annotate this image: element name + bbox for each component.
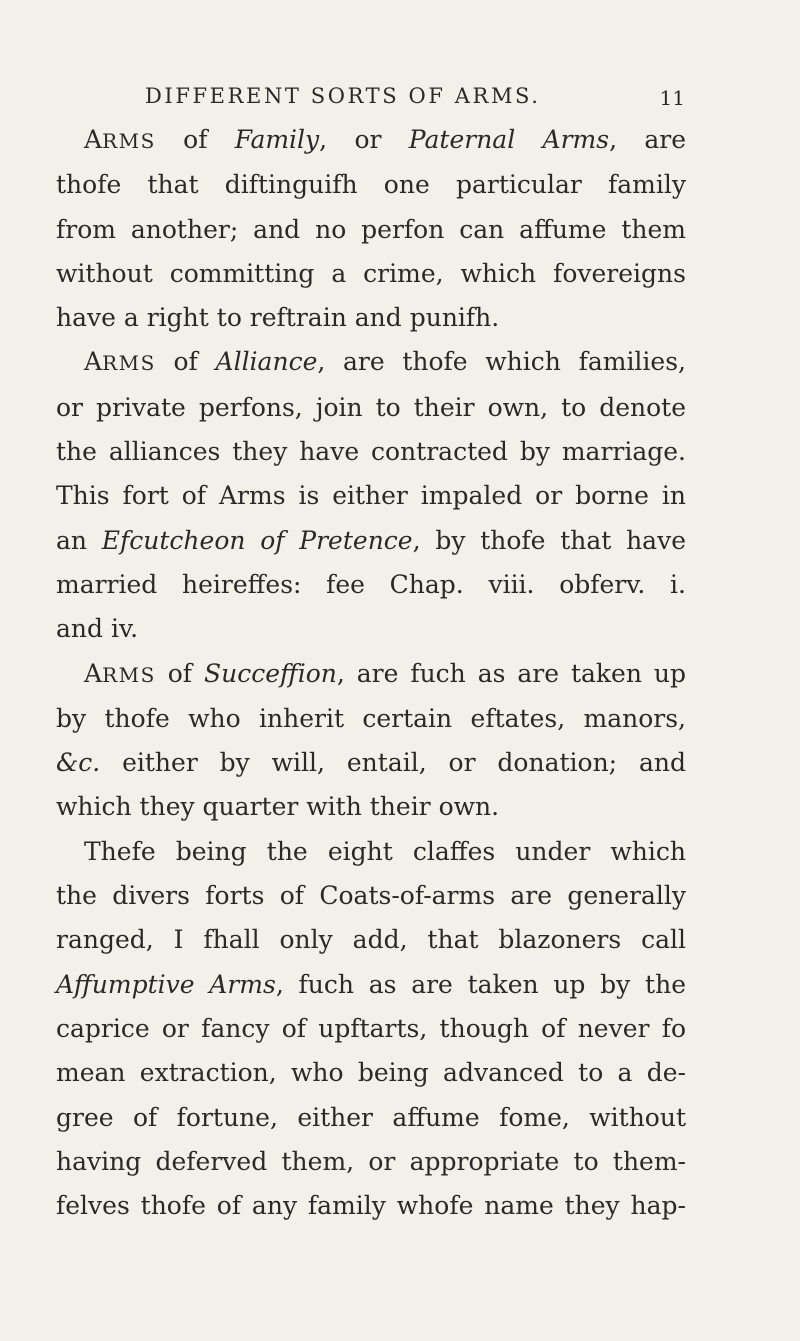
line-text: , are fuch as are taken up (336, 658, 686, 688)
italic-term: Efcutcheon of Pretence (101, 525, 413, 555)
line-text: and iv. (56, 614, 139, 644)
line-text: A (84, 125, 103, 154)
text-line (56, 296, 686, 340)
text-line (56, 697, 686, 741)
line-text: the alliances they have contracted by marriage. (56, 437, 686, 467)
text-line (56, 208, 686, 252)
line-text: , by thofe that have (412, 525, 686, 555)
line-text: mean extraction, who being advanced to a de- (56, 1058, 686, 1088)
line-text: , or (319, 125, 409, 154)
italic-term: Family (234, 125, 320, 154)
line-text: of (155, 658, 204, 688)
line-text: Thefe being the eight claffes under which (84, 836, 686, 866)
line-text: from another; and no perfon can affume them (56, 214, 686, 244)
line-text: of (155, 347, 216, 377)
text-line (56, 430, 686, 474)
line-text: This fort of Arms is either impaled or borne in (56, 481, 686, 511)
line-text: gree of fortune, either affume fome, without (56, 1102, 686, 1132)
text-line (56, 563, 686, 607)
small-caps-text: RMS (102, 351, 156, 376)
text-line (56, 741, 686, 785)
line-text: , are thofe which families, (317, 347, 686, 377)
text-line (56, 1184, 686, 1228)
italic-term: Paternal Arms (408, 125, 610, 154)
small-caps-text: RMS (102, 129, 156, 153)
text-line (56, 1096, 686, 1140)
line-text: without committing a crime, which fovereigns (56, 258, 686, 288)
text-line (56, 474, 686, 518)
line-text: of (155, 125, 235, 154)
text-line (56, 918, 686, 962)
line-text: or private perfons, join to their own, to denote (56, 392, 686, 422)
running-head (145, 84, 685, 114)
body-text (56, 118, 686, 1228)
italic-term: Alliance (215, 347, 318, 377)
line-text: having deferved them, or appropriate to them- (56, 1146, 686, 1176)
text-line (56, 830, 686, 874)
text-line (56, 163, 686, 207)
italic-term: Succeffion (203, 658, 337, 688)
line-text: have a right to reftrain and punifh. (56, 303, 500, 333)
small-caps-text: RMS (102, 662, 156, 687)
text-line (56, 874, 686, 918)
line-text: felves thofe of any family whofe name they hap- (56, 1191, 686, 1221)
line-text: either by will, entail, or donation; and (100, 748, 686, 778)
text-line (56, 652, 686, 697)
text-line (56, 519, 686, 563)
text-line (56, 252, 686, 296)
line-text: thofe that diftinguifh one particular family (56, 170, 686, 200)
text-line (56, 785, 686, 829)
line-text: A (84, 347, 103, 377)
page-number: 11 (659, 86, 685, 110)
running-title: DIFFERENT SORTS OF ARMS. (145, 84, 541, 108)
text-line (56, 1140, 686, 1184)
text-line (56, 118, 686, 163)
line-text: , are (609, 125, 687, 154)
line-text: A (84, 658, 103, 688)
italic-term: Affumptive Arms (56, 969, 276, 999)
text-line (56, 386, 686, 430)
line-text: an (56, 525, 102, 555)
line-text: which they quarter with their own. (56, 792, 500, 822)
line-text: the divers forts of Coats-of-arms are generally (56, 881, 686, 911)
text-line (56, 607, 686, 651)
line-text: caprice or fancy of upftarts, though of never fo (56, 1013, 686, 1043)
line-text: ranged, I fhall only add, that blazoners call (56, 925, 686, 955)
italic-term: &c. (56, 748, 101, 778)
line-text: , fuch as are taken up by the (275, 969, 686, 999)
line-text: married heireffes: fee Chap. viii. obferv. i. (56, 569, 686, 599)
text-line (56, 340, 686, 385)
line-text: by thofe who inherit certain eftates, manors, (56, 703, 686, 733)
text-line (56, 963, 686, 1007)
text-line (56, 1051, 686, 1095)
text-line (56, 1007, 686, 1051)
